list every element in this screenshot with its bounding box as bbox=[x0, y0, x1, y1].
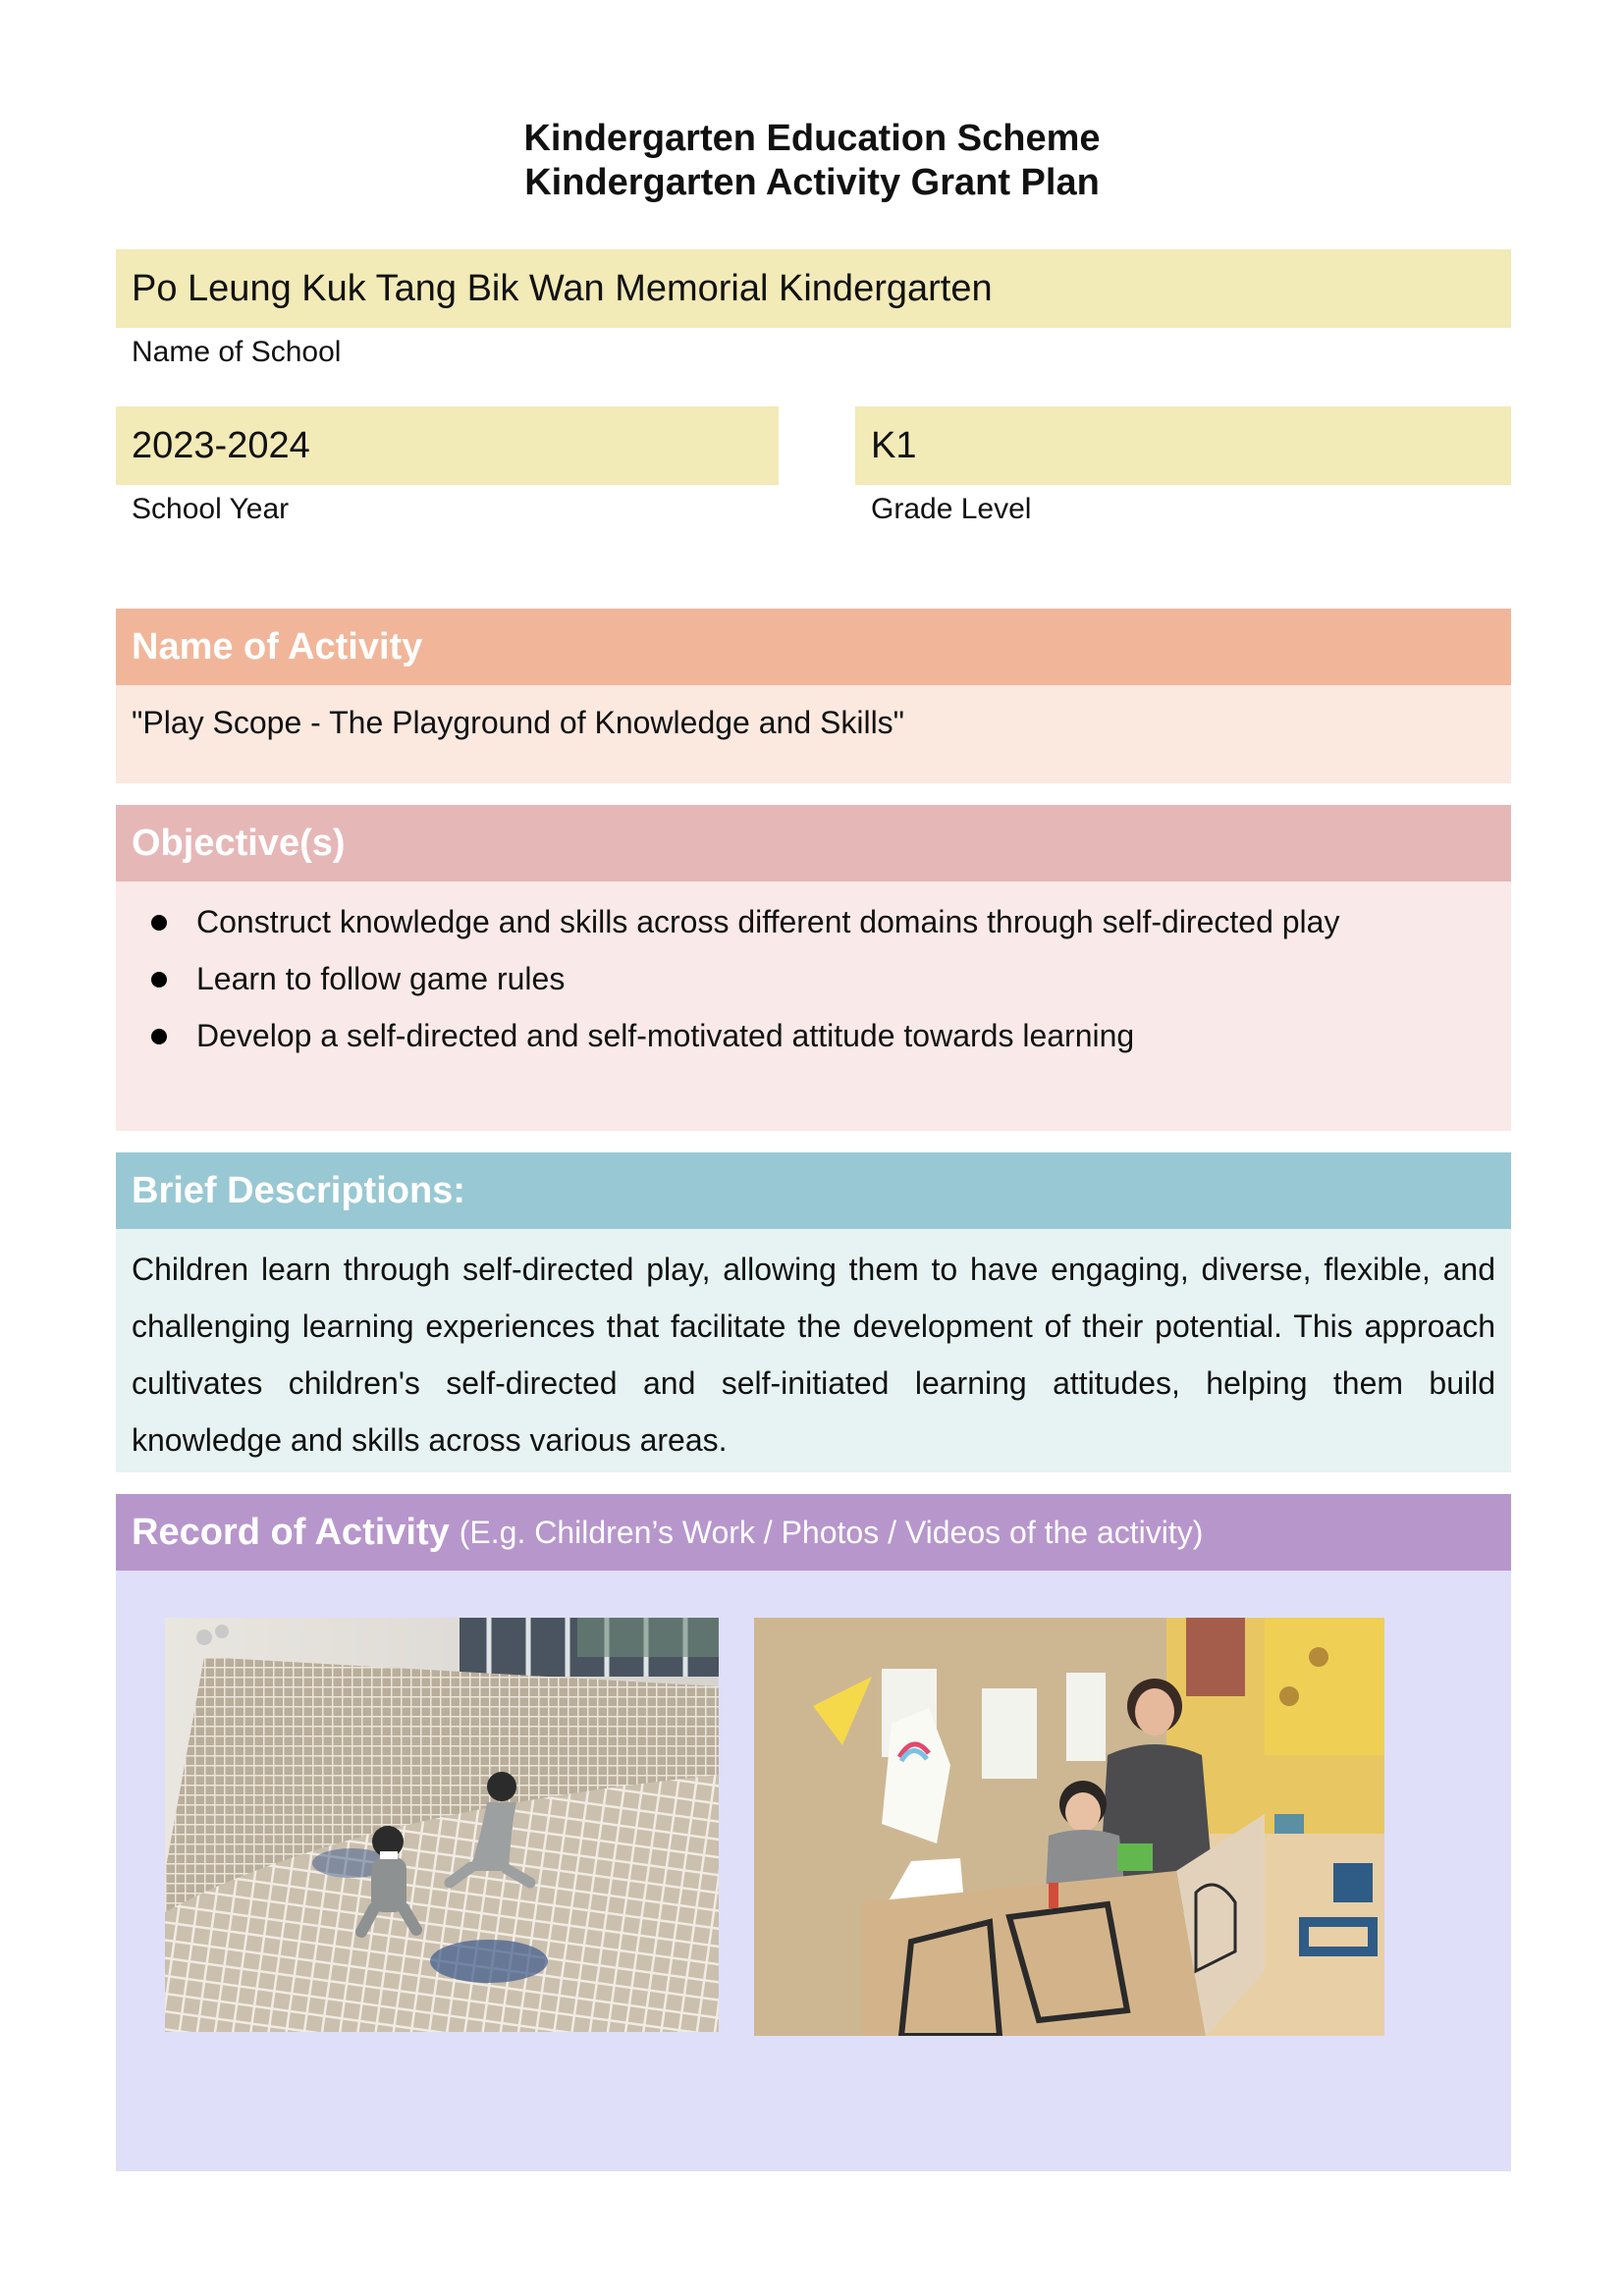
school-name-field bbox=[116, 249, 1511, 328]
record-header bbox=[116, 1494, 1511, 1571]
description-header bbox=[116, 1152, 1511, 1229]
description-heading: Brief Descriptions: bbox=[132, 1169, 465, 1211]
record-subheading: (E.g. Children’s Work / Photos / Videos of the activity) bbox=[459, 1514, 1204, 1550]
grade-level-caption: Grade Level bbox=[871, 493, 1032, 525]
objectives-header bbox=[116, 805, 1511, 881]
activity-name-heading: Name of Activity bbox=[132, 625, 423, 667]
objective-item bbox=[132, 1007, 1495, 1064]
activity-name-body bbox=[116, 685, 1511, 783]
description-text: Children learn through self-directed play, allowing them to have engaging, diverse, flexible, and challenging learning experiences that facilitate the development of their potential. This approach cultivates children's self-directed and self-initiated learning attitudes, helping them build knowledge and skills across various areas. bbox=[132, 1252, 1495, 1458]
objective-item bbox=[132, 893, 1495, 950]
bullet-icon bbox=[132, 950, 196, 1007]
objective-item bbox=[132, 950, 1495, 1007]
activity-name-value: "Play Scope - The Playground of Knowledge and Skills" bbox=[132, 705, 905, 740]
objectives-heading: Objective(s) bbox=[132, 822, 346, 864]
school-name-value: Po Leung Kuk Tang Bik Wan Memorial Kindergarten bbox=[132, 267, 993, 309]
objective-text: Develop a self-directed and self-motivated attitude towards learning bbox=[196, 1018, 1135, 1053]
bullet-icon bbox=[132, 893, 196, 950]
grade-level-field bbox=[855, 406, 1511, 485]
net-climbing-photo bbox=[165, 1618, 719, 2032]
school-year-value: 2023-2024 bbox=[132, 424, 310, 466]
bullet-icon bbox=[132, 1007, 196, 1064]
school-name-caption: Name of School bbox=[132, 336, 342, 368]
cardboard-car-photo bbox=[754, 1618, 1384, 2036]
objective-text: Learn to follow game rules bbox=[196, 961, 566, 996]
document-title-line1: Kindergarten Education Scheme bbox=[523, 118, 1101, 159]
objective-text: Construct knowledge and skills across different domains through self-directed play bbox=[196, 904, 1340, 939]
activity-name-header bbox=[116, 609, 1511, 685]
school-year-field bbox=[116, 406, 779, 485]
grade-level-value: K1 bbox=[871, 424, 917, 466]
objectives-list bbox=[116, 881, 1511, 1131]
document-title-line2: Kindergarten Activity Grant Plan bbox=[524, 162, 1100, 203]
record-heading: Record of Activity bbox=[132, 1511, 450, 1553]
school-year-caption: School Year bbox=[132, 493, 290, 525]
description-body bbox=[116, 1229, 1511, 1472]
